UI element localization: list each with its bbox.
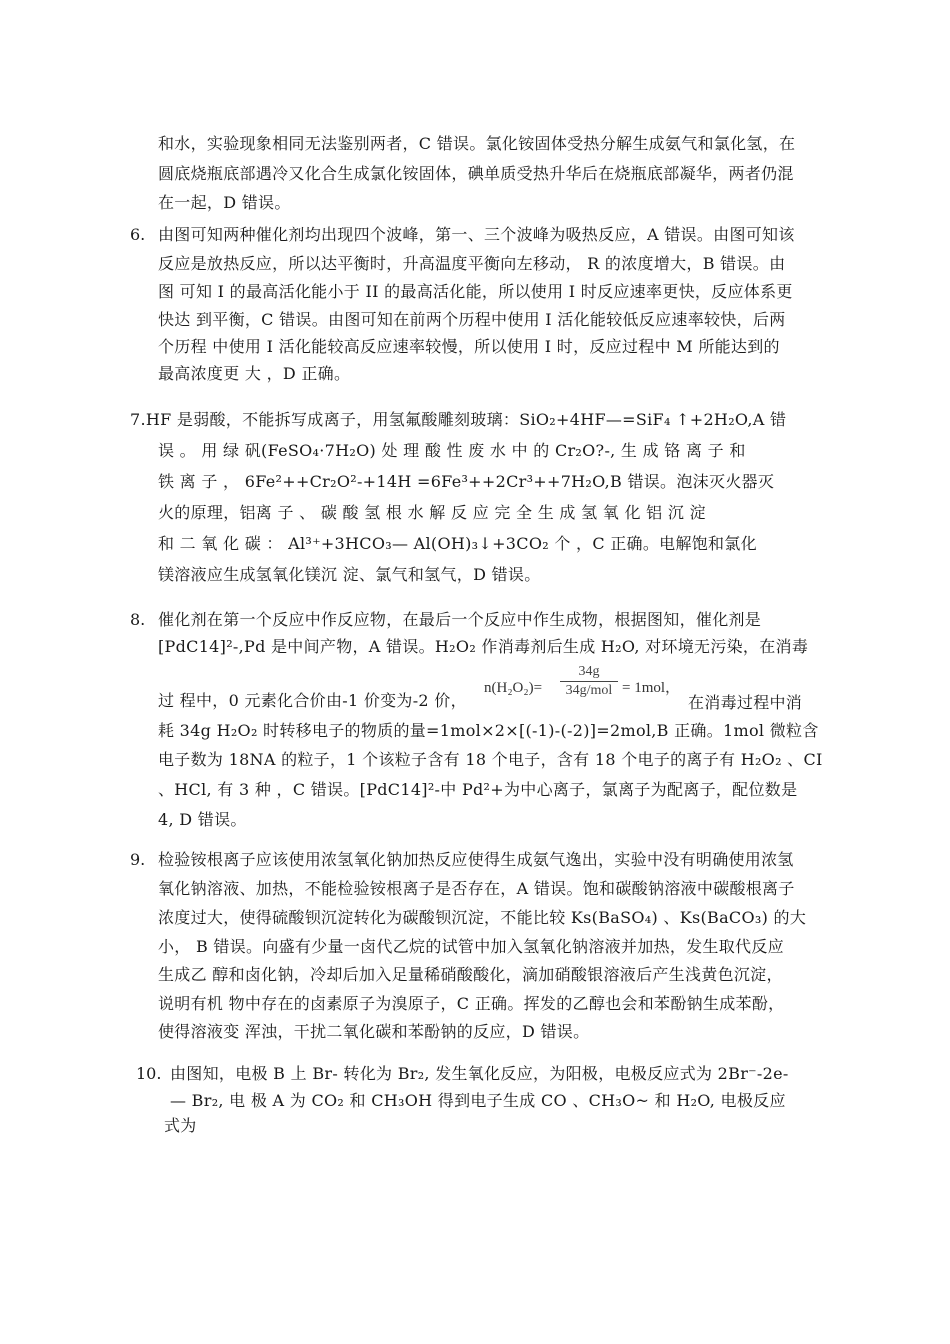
item-8-line-4: 在消毒过程中消	[688, 693, 803, 712]
item-9-line-7: 使得溶液变 浑浊，干扰二氧化碳和苯酚钠的反应，D 错误。	[158, 1022, 590, 1041]
item-7-line-4: 火的原理，铝离 子 、 碳 酸 氢 根 水 解 反 应 完 全 生 成 氢 氧 化 铝 沉 淀	[158, 503, 706, 522]
item-10-line-3: 式为	[164, 1116, 197, 1135]
item-6-line-4: 快达 到平衡，C 错误。由图可知在前两个历程中使用 I 活化能较低反应速率较快，后两	[158, 310, 786, 329]
item-6-number: 6.	[130, 225, 146, 244]
item-6-line-3: 图 可知 I 的最高活化能小于 II 的最高活化能，所以使用 I 时反应速率更快，反应体系更	[158, 282, 793, 301]
item-6-line-2: 反应是放热反应，所以达平衡时，升高温度平衡向左移动， R 的浓度增大，B 错误。由	[158, 254, 786, 273]
item-9-line-2: 氧化钠溶液、加热，不能检验铵根离子是否存在，A 错误。饱和碳酸钠溶液中碳酸根离子	[158, 879, 795, 898]
item-8-line-5: 耗 34g H₂O₂ 时转移电子的物质的量=1mol×2×[(-1)-(-2)]=2mol,B 正确。1mol 微粒含	[158, 721, 819, 740]
formula-rhs: = 1mol，	[622, 680, 681, 696]
item-6-line-6: 最高浓度更 大 ，D 正确。	[158, 364, 351, 383]
item-6-line-1: 由图可知两种催化剂均出现四个波峰，第一、三个波峰为吸热反应，A 错误。由图可知该	[158, 225, 795, 244]
item-8-line-2: [PdC14]²-,Pd 是中间产物，A 错误。H₂O₂ 作消毒剂后生成 H₂O, 对环境无污染，在消毒	[158, 637, 809, 656]
item-8-line-1: 催化剂在第一个反应中作反应物，在最后一个反应中作生成物，根据图知，催化剂是	[158, 610, 762, 629]
item-8-line-8: 4, D 错误。	[158, 810, 247, 829]
prev-line-1: 和水，实验现象相同无法鉴别两者，C 错误。氯化铵固体受热分解生成氨气和氯化氢，在	[158, 134, 796, 153]
prev-line-2: 圆底烧瓶底部遇冷又化合生成氯化铵固体，碘单质受热升华后在烧瓶底部凝华，两者仍混	[158, 164, 794, 183]
item-9-line-6: 说明有机 物中存在的卤素原子为溴原子，C 正确。挥发的乙醇也会和苯酚钠生成苯酚，	[158, 994, 785, 1013]
item-7-line-6: 镁溶液应生成氢氧化镁沉 淀、氯气和氢气，D 错误。	[158, 565, 541, 584]
prev-line-3: 在一起，D 错误。	[158, 193, 291, 212]
formula-fraction	[560, 664, 618, 699]
item-10-line-1: 由图知，电极 B 上 Br- 转化为 Br₂, 发生氧化反应，为阳极，电极反应式为 2Br⁻-2e-	[170, 1064, 789, 1083]
item-10-number: 10.	[136, 1064, 162, 1083]
item-7-line-3: 铁 离 子 ， 6Fe²++Cr₂O²-+14H =6Fe³++2Cr³++7H₂O,B 错误。泡沫灭火器灭	[158, 472, 775, 491]
item-9-number: 9.	[130, 850, 146, 869]
item-8-number: 8.	[130, 610, 146, 629]
formula-numerator: 34g	[578, 664, 600, 679]
item-9-line-3: 浓度过大，使得硫酸钡沉淀转化为碳酸钡沉淀，不能比较 Ks(BaSO₄) 、Ks(BaCO₃) 的大	[158, 908, 807, 927]
item-8-line-7: 、HCl, 有 3 种 ，C 错误。[PdC14]²-中 Pd²+为中心离子，氯离子为配离子，配位数是	[158, 780, 798, 799]
item-7-line-5: 和 二 氧 化 碳 ： Al³⁺+3HCO₃— Al(OH)₃↓+3CO₂ 个 ，C 正确。电解饱和氯化	[158, 534, 757, 553]
item-9-line-1: 检验铵根离子应该使用浓氢氧化钠加热反应使得生成氨气逸出，实验中没有明确使用浓氢	[158, 850, 794, 869]
item-7-line-1: 7.HF 是弱酸，不能拆写成离子，用氢氟酸雕刻玻璃：SiO₂+4HF—=SiF₄ ↑+2H₂O,A 错	[130, 410, 787, 429]
item-7-line-2: 误 。 用 绿 矾(FeSO₄·7H₂O) 处 理 酸 性 废 水 中 的 Cr₂O?-, 生 成 铬 离 子 和	[158, 441, 746, 460]
item-8-line-6: 电子数为 18NA 的粒子，1 个该粒子含有 18 个电子，含有 18 个电子的离子有 H₂O₂ 、CI	[158, 750, 823, 769]
item-8-line-3: 过 程中，0 元素化合价由-1 价变为-2 价，	[158, 691, 467, 710]
item-10-line-2: — Br₂, 电 极 A 为 CO₂ 和 CH₃OH 得到电子生成 CO 、CH₃O~ 和 H₂O, 电极反应	[170, 1091, 786, 1110]
formula-lhs: n(H₂O₂)=	[484, 680, 543, 696]
formula-denominator: 34g/mol	[565, 683, 613, 698]
item-6-line-5: 个历程 中使用 I 活化能较高反应速率较慢，所以使用 I 时，反应过程中 M 所能达到的	[158, 337, 780, 356]
item-9-line-4: 小， B 错误。向盛有少量一卤代乙烷的试管中加入氢氧化钠溶液并加热，发生取代反应	[158, 937, 784, 956]
item-9-line-5: 生成乙 醇和卤化钠，冷却后加入足量稀硝酸酸化，滴加硝酸银溶液后产生浅黄色沉淀，	[158, 965, 783, 984]
